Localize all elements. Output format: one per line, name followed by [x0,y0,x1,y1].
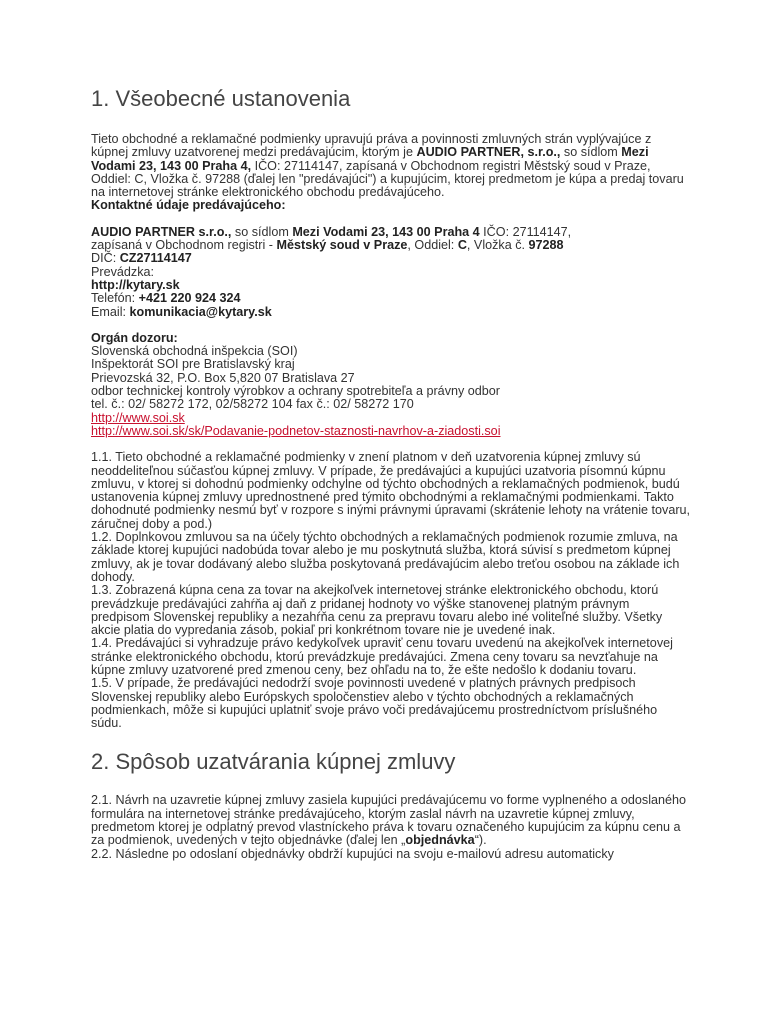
supervision-title-text: Orgán dozoru: [91,330,178,345]
contact-line: Prevádzka: [91,264,154,279]
seller-name: AUDIO PARTNER, s.r.o., [416,145,561,160]
intro-text: so sídlom [560,145,622,160]
section-2-heading: 2. Spôsob uzatvárania kúpnej zmluvy [91,749,456,775]
document-page [91,84,691,861]
soi-complaints-link[interactable]: http://www.soi.sk/sk/Podavanie-podnetov-staznosti-navrhov-a-ziadosti.soi [91,423,501,438]
company-address: Mezi Vodami 23, 143 00 Praha 4 [292,224,480,239]
registry-insert: 97288 [528,238,564,253]
clause-1-2: 1.2. Doplnkovou zmluvou sa na účely týchto obchodných a reklamačných podmienok rozumie zmluva, na základe ktorej kupujúci nadobúda tovar alebo je mu poskytnutá služba, ktorá súvisí s predmetom kúpnej zmluvy, ak je tovar dodávaný alebo služba poskytovaná predávajúcim alebo treťou osobou na základe ich dohody. [91,530,680,584]
contact-title-text: Kontaktné údaje predávajúceho: [91,198,286,213]
label: DIČ: [91,251,120,266]
contact-title [91,199,691,212]
soi-link[interactable]: http://www.soi.sk [91,410,185,425]
supervision-line [91,412,691,425]
contact-line [91,226,691,239]
clause-text: “). [474,833,487,848]
order-term: objednávka [405,833,475,848]
clause-2-1 [91,794,691,847]
section-1-heading: 1. Všeobecné ustanovenia [91,86,351,111]
email-address: komunikacia@kytary.sk [129,304,272,319]
registry-section: C [457,238,467,253]
supervision-line: Prievozská 32, P.O. Box 5,820 07 Bratislava 27 [91,370,355,385]
label: , Vložka č. [466,238,529,253]
company-name: AUDIO PARTNER s.r.o., [91,224,232,239]
supervision-line [91,425,691,438]
clause-1-3: 1.3. Zobrazená kúpna cena za tovar na akejkoľvek internetovej stránke elektronického obchodu, ktorú prevádzkuje predávajúci zahŕňa aj daň z pridanej hodnoty vo výške stanovenej platným právnym predpisom Slovenskej republiky a nezahŕňa cenu za prepravu tovaru alebo iné voliteľné služby. Všetky akcie platia do vypredania zásob, pokiaľ pri konkrétnom tovare nie je uvedené inak. [91,583,663,638]
supervision-line: Inšpektorát SOI pre Bratislavský kraj [91,357,295,372]
clause-1-5: 1.5. V prípade, že predávajúci nedodrží svoje povinnosti uvedené v platných právnych predpisoch Slovenskej republiky alebo Európskych spoločenstiev alebo v týchto obchodných a reklamačných podmienkach, môže si kupujúci uplatniť svoje právo voči predávajúcemu prostredníctvom príslušného súdu. [91,676,658,731]
supervision-line: Slovenská obchodná inšpekcia (SOI) [91,344,298,359]
contact-block [91,226,691,319]
website: http://kytary.sk [91,277,180,292]
section-2-clauses [91,794,691,860]
contact-line [91,252,691,265]
supervision-line: tel. č.: 02/ 58272 172, 02/58272 104 fax č.: 02/ 58272 170 [91,397,414,412]
seller-address: Mezi Vodami 23, 143 00 Praha 4, [91,145,649,173]
label: Telefón: [91,291,139,306]
label: Email: [91,304,130,319]
supervision-title [91,332,691,345]
clause-1-4: 1.4. Predávajúci si vyhradzuje právo kedykoľvek upraviť cenu tovaru uvedenú na akejkoľvek internetovej stránke elektronického obchodu, ktorú prevádzkuje predávajúci. Zmena ceny tovaru sa nevzťahuje na kúpne zmluvy uzatvorené pred zmenou ceny, bez ohľadu na to, že ešte nedošlo k dodaniu tovaru. [91,636,673,677]
clauses-block [91,451,691,730]
supervision-line: odbor technickej kontroly výrobkov a ochrany spotrebiteľa a právny odbor [91,384,500,399]
clause-2-2: 2.2. Následne po odoslaní objednávky obdrží kupujúci na svoju e-mailovú adresu automaticky [91,846,614,861]
supervision-block [91,332,691,438]
clause-text: 2.1. Návrh na uzavretie kúpnej zmluvy zasiela kupujúci predávajúcemu vo forme vyplneného a odoslaného formulára na internetovej stránke predávajúceho, ktorým zaslal návrh na uzavretie kúpnej zmluvy, predmetom ktorej je odplatný prevod vlastníckeho práva k tovaru označeného kupujúcim za kúpnu cenu a za podmienok, uvedených v tejto objednávke (ďalej len „ [91,793,687,848]
label: zapísaná v Obchodnom registri - [91,238,277,253]
label: so sídlom [231,224,293,239]
contact-line [91,292,691,305]
label: , Oddiel: [407,238,458,253]
clause-1-1: 1.1. Tieto obchodné a reklamačné podmienky v znení platnom v deň uzatvorenia kúpnej zmluvy sú neoddeliteľnou súčasťou kúpnej zmluvy. V prípade, že predávajúci a kupujúci uzatvoria písomnú kúpnu zmluvu, v ktorej si dohodnú podmienky odchylne od týchto obchodných a reklamačných podmienok, budú ustanovenia kúpnej zmluvy uprednostnené pred týmito obchodnými a reklamačnými podmienkami. Takto dohodnuté podmienky nesmú byť v rozpore s inými právnymi úpravami (skrátenie lehoty na vrátenie tovaru, záručnej doby a pod.) [91,450,691,531]
dic-value: CZ27114147 [119,251,192,266]
intro-text: IČO: 27114147, zapísaná v Obchodnom registri Městský soud v Praze, Oddiel: C, Vložka č. 97288 (ďalej len "predávajúci") a kupujúcim, ktorej predmetom je kúpa a predaj tovaru na internetovej stránke elektronického obchodu predávajúceho. [91,158,684,200]
registry: Městský soud v Praze [276,238,408,253]
contact-line [91,306,691,319]
intro-paragraph [91,133,691,199]
intro-text: Tieto obchodné a reklamačné podmienky upravujú práva a povinnosti zmluvných strán vyplývajúce z kúpnej zmluvy uzatvorenej medzi predávajúcim, ktorým je [91,132,652,160]
ico: IČO: 27114147, [479,224,572,239]
contact-line [91,279,691,292]
phone-number: +421 220 924 324 [138,291,241,306]
